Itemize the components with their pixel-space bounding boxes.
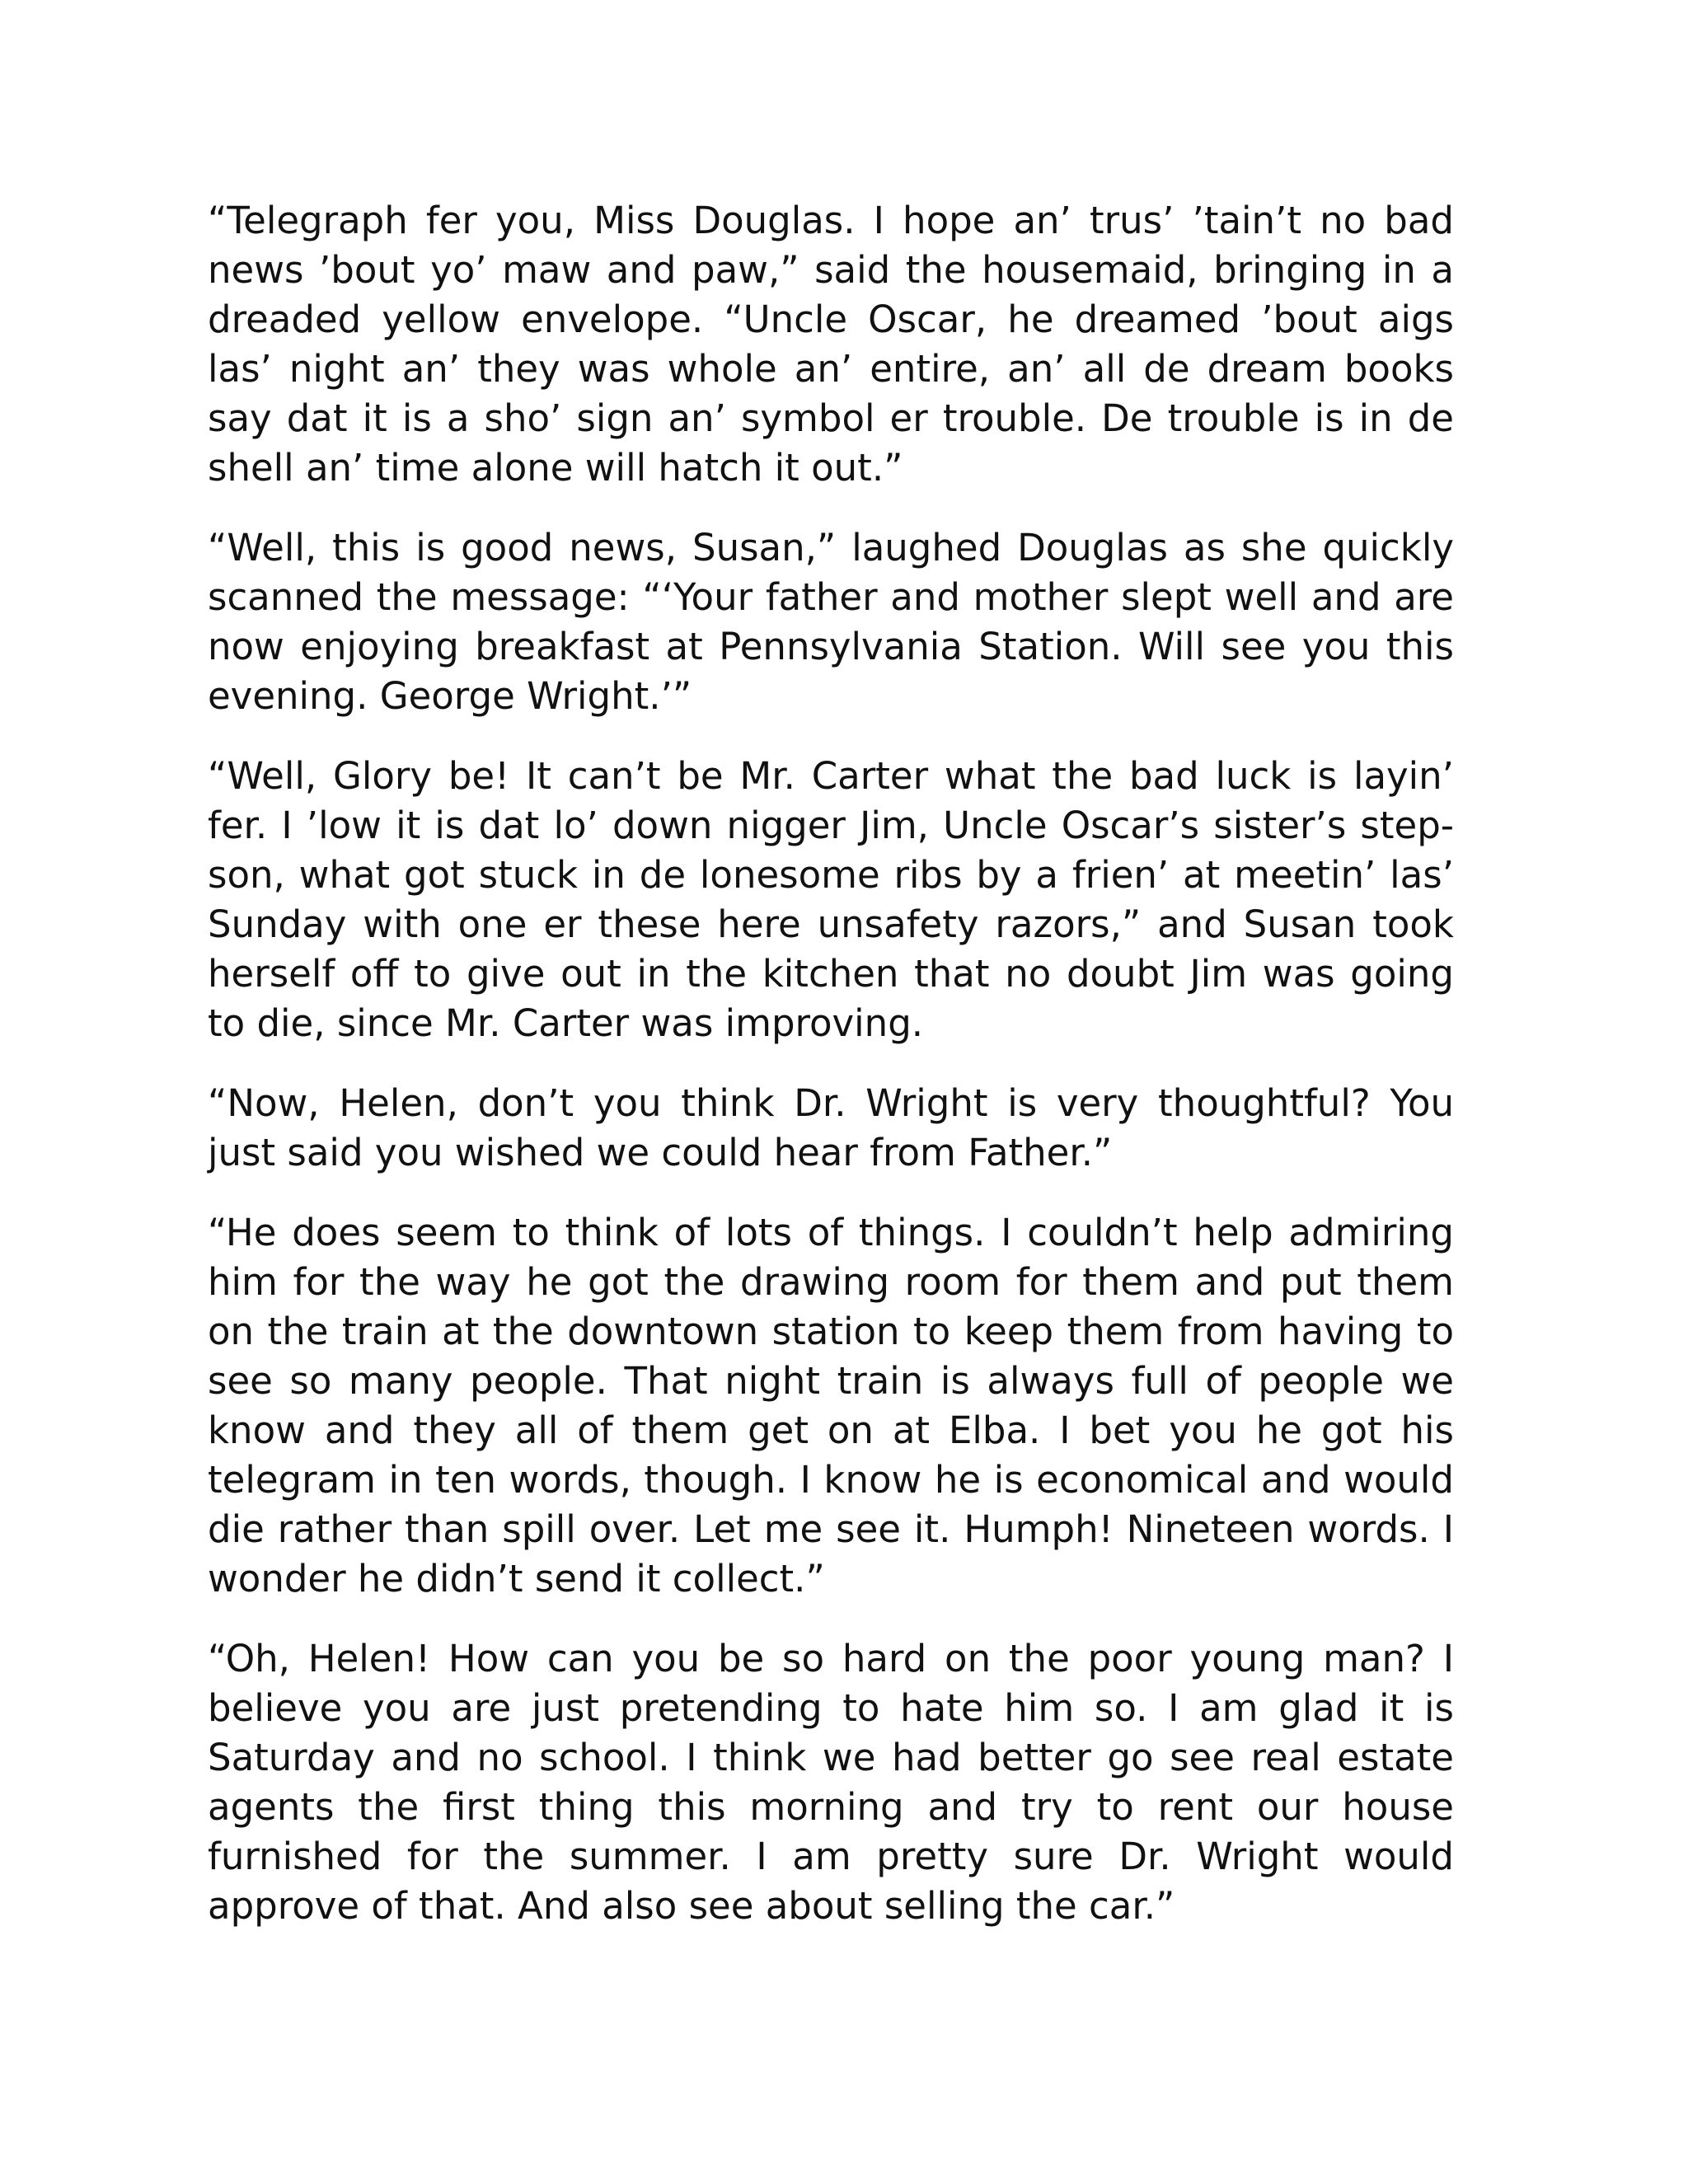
paragraph-5: “He does seem to think of lots of things. I couldn’t help admiring him for the way he got the drawing room for them and put them on the train at the downtown station to keep them from having to see so many people. That night train is always full of people we know and they all of them get on at Elba. I bet you he got his telegram in ten words, though. I know he is economical and would die rather than spill over. Let me see it. Humph! Nineteen words. I wonder he didn’t send it collect.”: [208, 1211, 1454, 1601]
document-page: [208, 196, 1454, 1961]
paragraph-2: “Well, this is good news, Susan,” laughed Douglas as she quickly scanned the message: “‘Your father and mother slept well and are now enjoying breakfast at Pennsylvania Station. Will see you this evening. George Wright.’”: [208, 526, 1454, 718]
paragraph-6: “Oh, Helen! How can you be so hard on the poor young man? I believe you are just pretending to hate him so. I am glad it is Saturday and no school. I think we had better go see real estate agents the first thing this morning and try to rent our house furnished for the summer. I am pretty sure Dr. Wright would approve of that. And also see about selling the car.”: [208, 1637, 1454, 1928]
paragraph-1: “Telegraph fer you, Miss Douglas. I hope an’ trus’ ’tain’t no bad news ’bout yo’ maw and paw,” said the housemaid, bringing in a dreaded yellow envelope. “Uncle Oscar, he dreamed ’bout aigs las’ night an’ they was whole an’ entire, an’ all de dream books say dat it is a sho’ sign an’ symbol er trouble. De trouble is in de shell an’ time alone will hatch it out.”: [208, 199, 1454, 490]
paragraph-3: “Well, Glory be! It can’t be Mr. Carter what the bad luck is layin’ fer. I ’low it is dat lo’ down nigger Jim, Uncle Oscar’s sister’s step-son, what got stuck in de lonesome ribs by a frien’ at meetin’ las’ Sunday with one er these here unsafety razors,” and Susan took herself off to give out in the kitchen that no doubt Jim was going to die, since Mr. Carter was improving.: [208, 754, 1454, 1045]
paragraph-4: “Now, Helen, don’t you think Dr. Wright is very thoughtful? You just said you wished we could hear from Father.”: [208, 1081, 1454, 1174]
